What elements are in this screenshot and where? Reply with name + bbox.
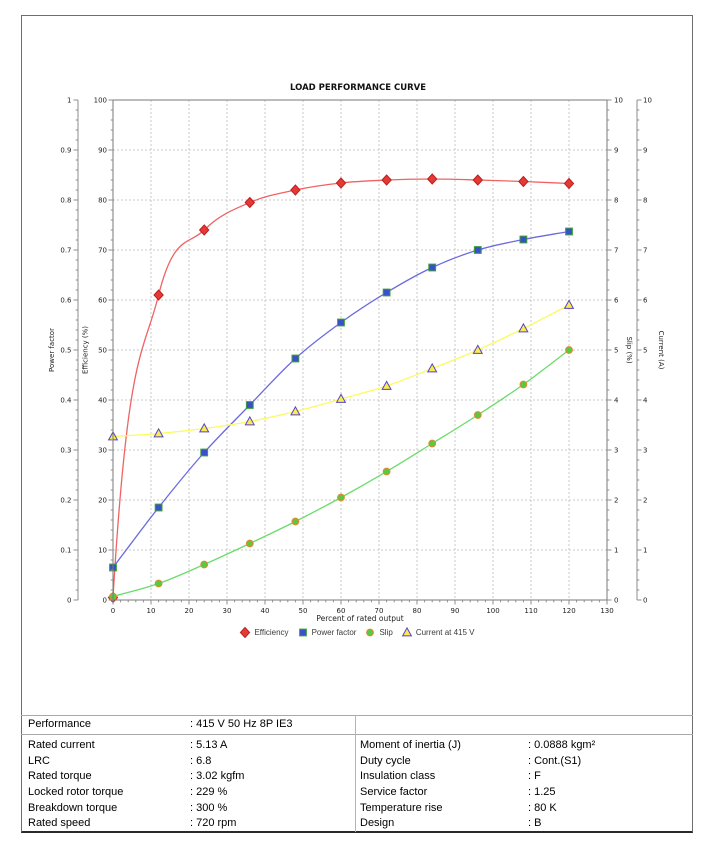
spec-row	[360, 737, 685, 753]
legend-item-slip	[364, 627, 392, 638]
axis-slip-	[607, 97, 633, 605]
svg-text:9: 9	[614, 146, 619, 155]
svg-text:8: 8	[614, 196, 619, 205]
spec-label: Service factor	[360, 785, 428, 798]
spec-label: Rated speed	[28, 817, 91, 830]
svg-text:40: 40	[260, 607, 270, 615]
svg-text:0.1: 0.1	[60, 546, 72, 555]
svg-text:0.3: 0.3	[60, 446, 72, 455]
spec-value: : 229 %	[190, 785, 228, 798]
table-header-rule	[21, 734, 693, 735]
spec-value: : 80 K	[528, 801, 557, 814]
axis-x	[111, 600, 614, 615]
spec-label: Insulation class	[360, 770, 436, 783]
svg-text:1: 1	[67, 96, 72, 105]
spec-value: : 720 rpm	[190, 817, 237, 830]
svg-text:60: 60	[336, 607, 346, 615]
svg-text:1: 1	[614, 546, 619, 555]
x-axis-title: Percent of rated output	[316, 614, 404, 623]
slip-circle-icon	[364, 627, 376, 638]
axis-power-factor	[48, 97, 78, 605]
spec-label: Rated current	[28, 738, 95, 751]
svg-text:110: 110	[524, 607, 538, 615]
spec-label: Performance	[28, 718, 91, 730]
spec-label: Moment of inertia (J)	[360, 738, 461, 751]
svg-text:2: 2	[614, 496, 619, 505]
legend-label: Current at 415 V	[415, 628, 475, 637]
svg-text:100: 100	[486, 607, 500, 615]
svg-text:6: 6	[643, 296, 648, 305]
svg-text:Efficiency (%): Efficiency (%)	[81, 325, 90, 375]
spec-value: : 415 V 50 Hz 8P IE3	[190, 718, 293, 730]
spec-row	[28, 768, 348, 784]
svg-text:7: 7	[614, 246, 619, 255]
svg-text:0: 0	[643, 596, 648, 605]
svg-text:0.9: 0.9	[60, 146, 72, 155]
spec-value: : 1.25	[528, 785, 556, 798]
spec-label: Temperature rise	[360, 801, 443, 814]
power-factor-square-icon	[297, 627, 309, 638]
svg-text:4: 4	[614, 396, 619, 405]
spec-table-left-column	[28, 737, 348, 831]
svg-text:100: 100	[93, 96, 107, 105]
svg-text:10: 10	[98, 546, 107, 555]
legend-label: Efficiency	[254, 628, 289, 637]
spec-row	[28, 800, 348, 816]
spec-table-right-column	[360, 737, 685, 831]
spec-value: : 5.13 A	[190, 738, 228, 751]
spec-value: : F	[528, 770, 541, 783]
svg-text:6: 6	[614, 296, 619, 305]
spec-label: Rated torque	[28, 770, 92, 783]
svg-text:90: 90	[450, 607, 460, 615]
svg-text:10: 10	[146, 607, 156, 615]
gridlines	[113, 100, 607, 600]
svg-text:8: 8	[643, 196, 648, 205]
svg-text:0.7: 0.7	[60, 246, 72, 255]
svg-text:0.5: 0.5	[60, 346, 72, 355]
svg-text:1: 1	[643, 546, 648, 555]
legend-item-power-factor	[297, 627, 357, 638]
svg-text:50: 50	[298, 607, 308, 615]
svg-text:9: 9	[643, 146, 648, 155]
plot-border	[113, 100, 607, 600]
legend-label: Power factor	[311, 628, 357, 637]
svg-text:10: 10	[643, 96, 652, 105]
performance-row	[28, 718, 683, 730]
spec-row	[360, 768, 685, 784]
svg-text:20: 20	[98, 496, 107, 505]
svg-text:3: 3	[643, 446, 648, 455]
svg-text:130: 130	[600, 607, 614, 615]
svg-text:80: 80	[412, 607, 422, 615]
legend-label: Slip	[379, 628, 393, 637]
axis-current-a-	[637, 97, 665, 605]
svg-text:Current (A): Current (A)	[657, 330, 665, 370]
spec-label: Design	[360, 817, 395, 830]
svg-text:Slip (%): Slip (%)	[625, 336, 633, 364]
efficiency-diamond-icon	[239, 627, 251, 638]
svg-text:0: 0	[102, 596, 107, 605]
svg-text:7: 7	[643, 246, 648, 255]
axis-efficiency-	[82, 97, 114, 605]
spec-row	[28, 784, 348, 800]
spec-value: : B	[528, 817, 542, 830]
svg-text:40: 40	[98, 396, 107, 405]
svg-text:0.4: 0.4	[60, 396, 72, 405]
spec-row	[360, 800, 685, 816]
spec-label: Breakdown torque	[28, 801, 118, 814]
svg-text:5: 5	[614, 346, 619, 355]
svg-text:70: 70	[98, 246, 107, 255]
svg-text:2: 2	[643, 496, 648, 505]
svg-text:30: 30	[222, 607, 232, 615]
spec-value: : 3.02 kgfm	[190, 770, 245, 783]
svg-text:70: 70	[374, 607, 384, 615]
spec-value: : 6.8	[190, 754, 212, 767]
svg-text:5: 5	[643, 346, 648, 355]
svg-text:0: 0	[614, 596, 619, 605]
svg-text:90: 90	[98, 146, 107, 155]
svg-text:0: 0	[67, 596, 72, 605]
svg-text:0: 0	[110, 607, 116, 615]
spec-value: : 0.0888 kgm²	[528, 738, 596, 751]
svg-text:20: 20	[184, 607, 194, 615]
spec-row	[28, 737, 348, 753]
spec-value: : Cont.(S1)	[528, 754, 582, 767]
spec-row	[360, 784, 685, 800]
svg-text:50: 50	[98, 346, 107, 355]
svg-text:10: 10	[614, 96, 623, 105]
svg-text:0.8: 0.8	[60, 196, 72, 205]
spec-label: LRC	[28, 754, 51, 767]
svg-text:0.6: 0.6	[60, 296, 72, 305]
legend-item-current	[401, 627, 475, 638]
svg-text:120: 120	[562, 607, 576, 615]
spec-value: : 300 %	[190, 801, 228, 814]
legend-item-efficiency	[239, 627, 288, 638]
table-top-rule	[21, 715, 693, 716]
svg-text:30: 30	[98, 446, 107, 455]
chart-title: LOAD PERFORMANCE CURVE	[289, 83, 427, 93]
svg-text:3: 3	[614, 446, 619, 455]
spec-label: Locked rotor torque	[28, 785, 124, 798]
spec-row	[28, 815, 348, 831]
spec-row	[28, 753, 348, 769]
table-center-divider	[355, 715, 356, 832]
svg-text:80: 80	[98, 196, 107, 205]
svg-text:60: 60	[98, 296, 107, 305]
svg-text:Power factor: Power factor	[48, 328, 56, 372]
current-triangle-icon	[401, 627, 413, 638]
spec-row	[360, 753, 685, 769]
spec-row	[360, 815, 685, 831]
chart-legend	[21, 625, 693, 640]
spec-label: Duty cycle	[360, 754, 411, 767]
svg-text:4: 4	[643, 396, 648, 405]
svg-text:0.2: 0.2	[60, 496, 72, 505]
